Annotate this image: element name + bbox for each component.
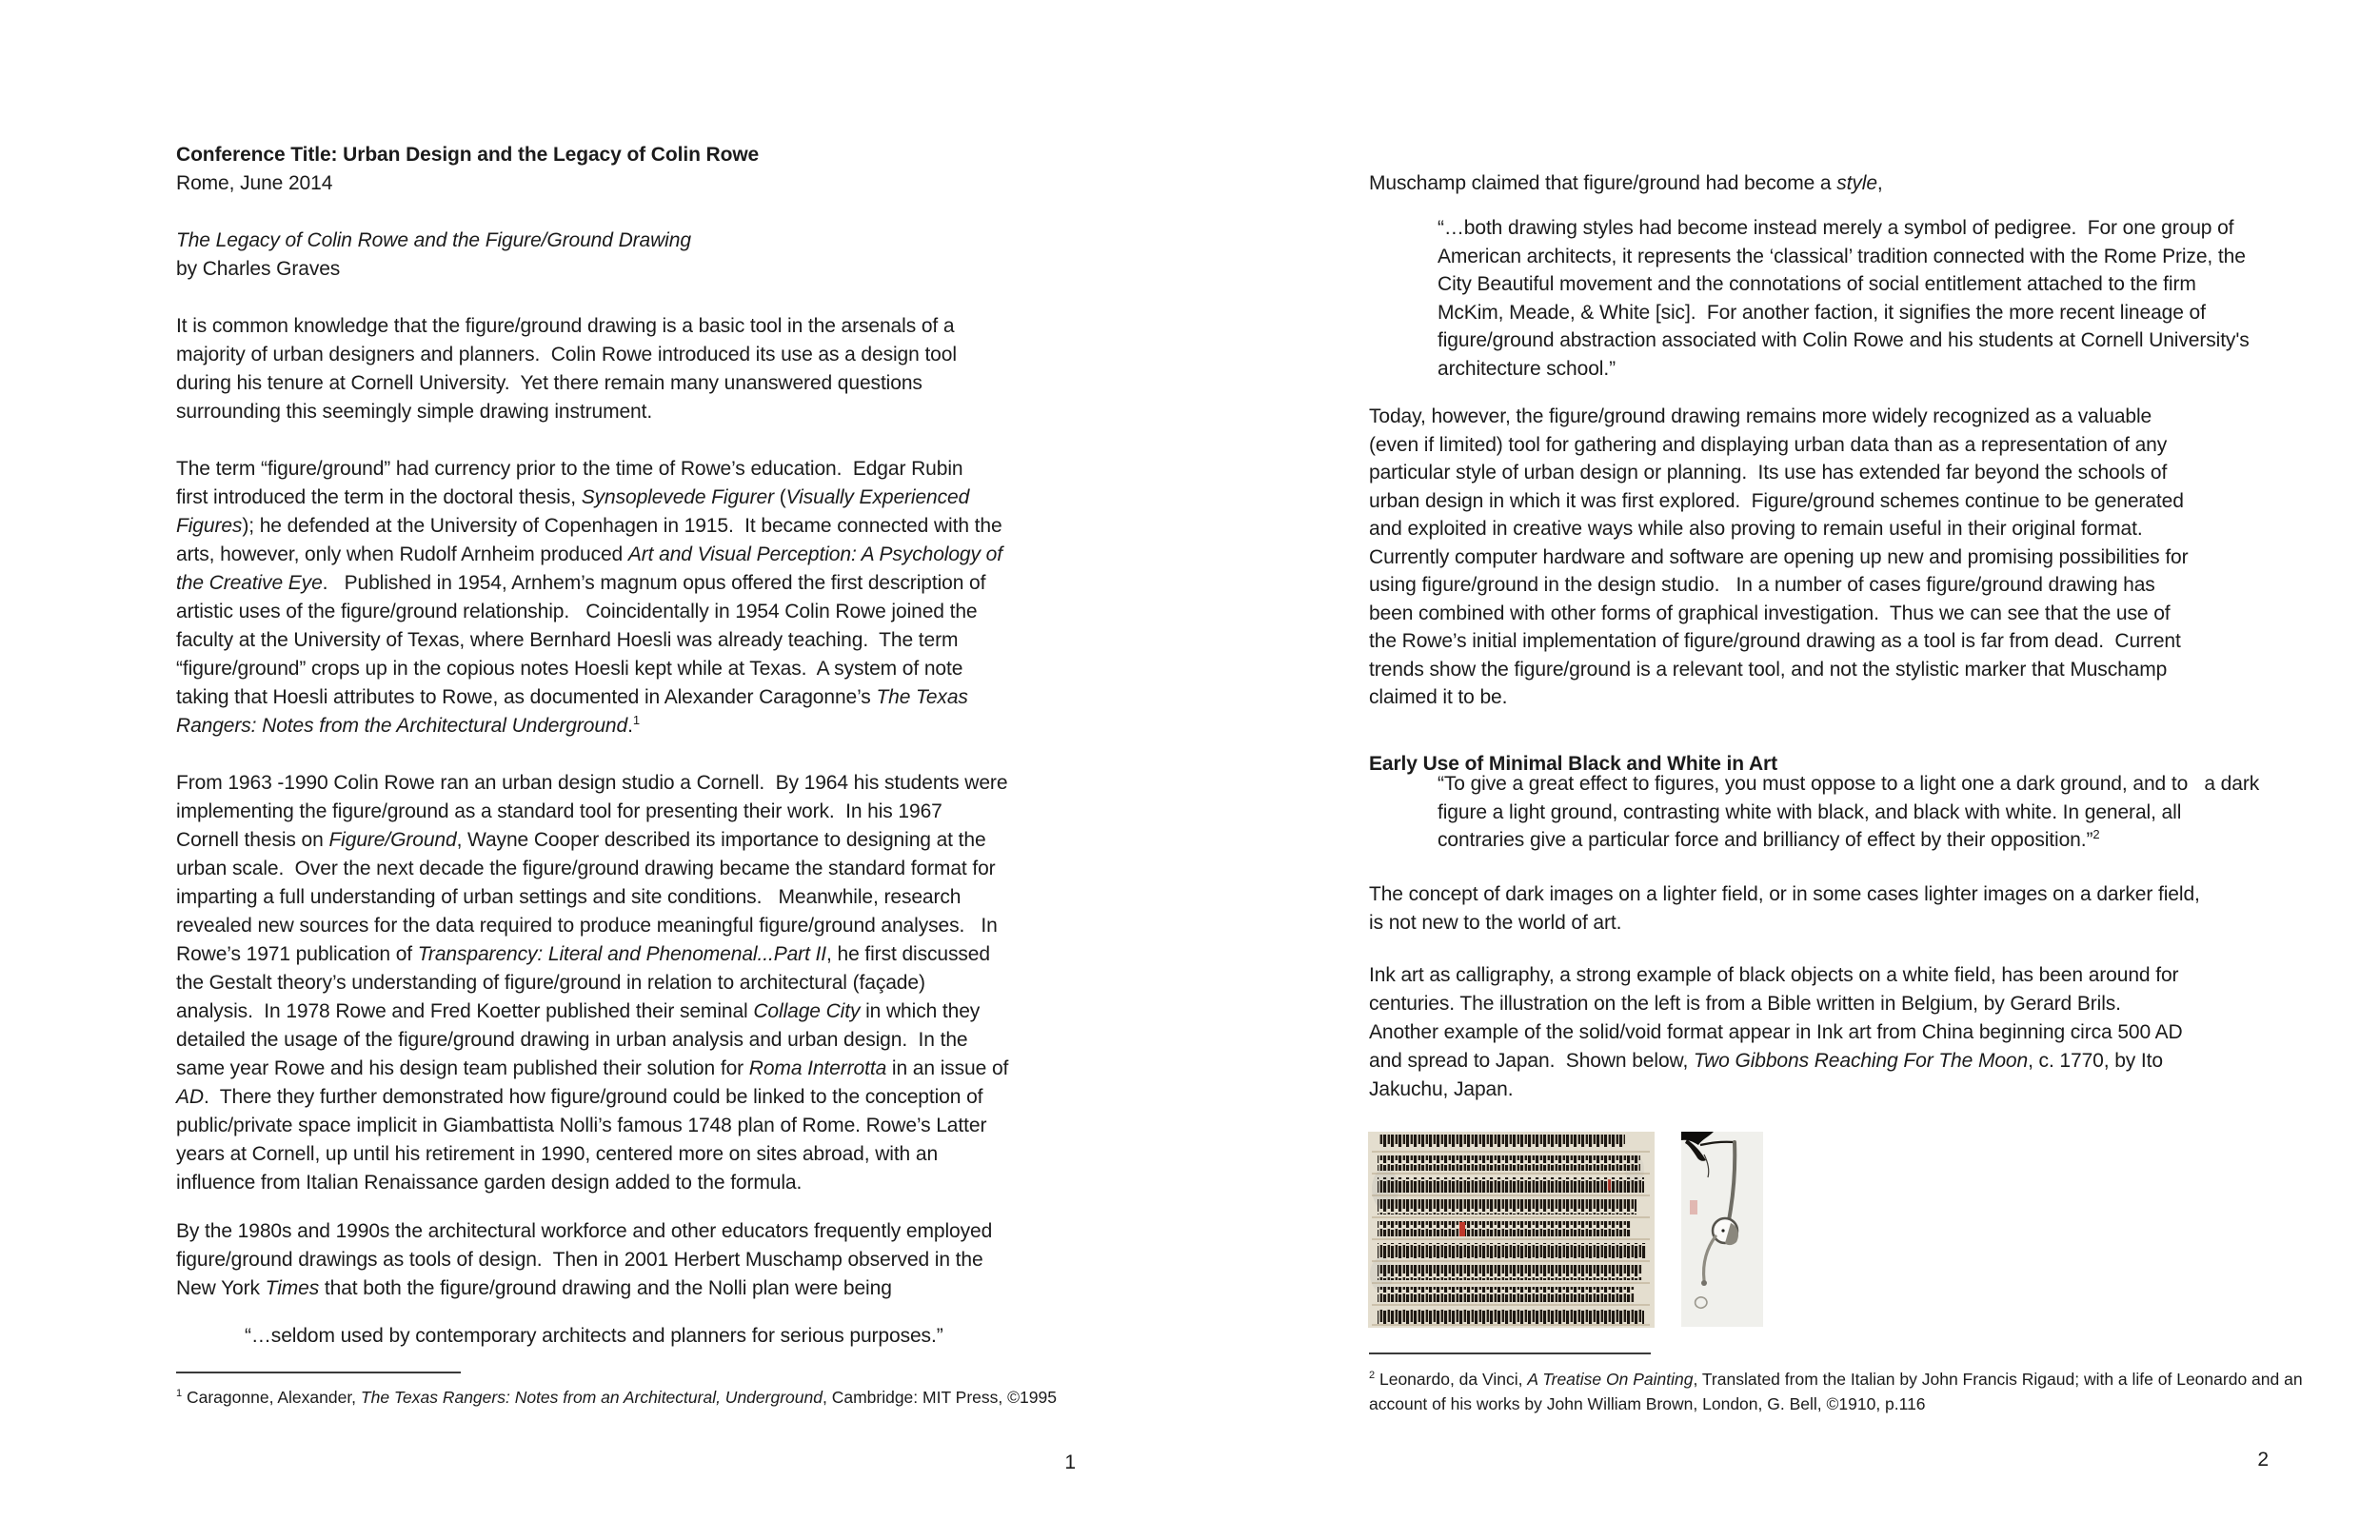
text-line: (even if limited) tool for gathering and displaying urban data than as a representation of any <box>1369 433 2168 456</box>
text-line: centuries. The illustration on the left is from a Bible written in Belgium, by Gerard Brils. <box>1369 993 2121 1015</box>
page-number-text: 1 <box>1064 1451 1076 1473</box>
text-line: The Legacy of Colin Rowe and the Figure/Ground Drawing <box>176 229 691 251</box>
gibbon-ink-figure <box>1681 1132 1763 1327</box>
text-line: City Beautiful movement and the connotations of social entitlement attached to the firm <box>1438 273 2196 295</box>
leonardo-quote <box>1369 770 2337 855</box>
paper-title-byline <box>176 227 1076 284</box>
text-line: Currently computer hardware and software are opening up new and promising possibilities for <box>1369 545 2189 568</box>
footnote-divider <box>176 1372 461 1373</box>
text-line: It is common knowledge that the figure/ground drawing is a basic tool in the arsenals of a <box>176 315 955 337</box>
text-line: Conference Title: Urban Design and the Legacy of Colin Rowe <box>176 144 760 166</box>
text-line: arts, however, only when Rudolf Arnheim produced Art and Visual Perception: A Psychology of <box>176 543 1002 565</box>
text-line: detailed the usage of the figure/ground drawing in urban analysis and urban design. In the <box>176 1029 968 1051</box>
text-line: architecture school.” <box>1438 357 1616 380</box>
footnote-divider <box>1369 1352 1651 1354</box>
text-line: account of his works by John William Brown, London, G. Bell, ©1910, p.116 <box>1369 1394 1926 1413</box>
text-line: figure/ground abstraction associated with Colin Rowe and his students at Cornell University's <box>1438 329 2250 351</box>
text-line: same year Rowe and his design team published their solution for Roma Interrotta in an issue of <box>176 1057 1009 1079</box>
text-line: figure a light ground, contrasting white with black, and black with white. In general, all <box>1438 800 2182 823</box>
text-line: the Creative Eye. Published in 1954, Arnhem’s magnum opus offered the first description of <box>176 572 986 594</box>
footnote-1 <box>176 1385 1090 1410</box>
text-line: influence from Italian Renaissance garden design added to the formula. <box>176 1172 803 1194</box>
text-line: Ink art as calligraphy, a strong example of black objects on a white field, has been around for <box>1369 964 2179 986</box>
text-line: and spread to Japan. Shown below, Two Gibbons Reaching For The Moon, c. 1770, by Ito <box>1369 1050 2163 1072</box>
text-line: revealed new sources for the data required to produce meaningful figure/ground analyses. In <box>176 915 998 937</box>
text-line: implementing the figure/ground as a standard tool for presenting their work. In his 1967 <box>176 800 942 822</box>
text-line: Rome, June 2014 <box>176 172 333 194</box>
text-line: New York Times that both the figure/ground drawing and the Nolli plan were being <box>176 1277 892 1299</box>
lead-line <box>1369 169 2269 198</box>
text-line: artistic uses of the figure/ground relationship. Coincidentally in 1954 Colin Rowe joined the <box>176 601 978 622</box>
text-line: Jakuchu, Japan. <box>1369 1078 1514 1100</box>
text-line: claimed it to be. <box>1369 686 1508 708</box>
rubric-mark <box>1459 1222 1465 1236</box>
text-line: Muschamp claimed that figure/ground had become a style, <box>1369 172 1883 194</box>
text-line: analysis. In 1978 Rowe and Fred Koetter published their seminal Collage City in which they <box>176 1000 981 1022</box>
text-line: “…seldom used by contemporary architects and planners for serious purposes.” <box>245 1325 943 1347</box>
footnote-2 <box>1369 1367 2303 1416</box>
text-line: AD. There they further demonstrated how figure/ground could be linked to the conception of <box>176 1086 983 1108</box>
pull-quote <box>176 1322 1144 1351</box>
page-number-text: 2 <box>2257 1449 2269 1471</box>
text-line: American architects, it represents the ‘classical’ tradition connected with the Rome Prize, the <box>1438 245 2246 267</box>
conference-title-block <box>176 141 1076 198</box>
text-line: faculty at the University of Texas, where Bernhard Hoesli was already teaching. The term <box>176 629 959 651</box>
text-line: and exploited in creative ways while also proving to remain useful in their original format. <box>1369 518 2143 540</box>
text-line: first introduced the term in the doctoral thesis, Synsoplevede Figurer (Visually Experienced <box>176 486 970 508</box>
text-line: The concept of dark images on a lighter field, or in some cases lighter images on a darker field, <box>1369 883 2200 905</box>
text-line: Rangers: Notes from the Architectural Underground.$^1$ <box>176 713 640 737</box>
figure-row <box>1368 1132 1763 1328</box>
text-line: Figures); he defended at the University of Copenhagen in 1915. It became connected with the <box>176 515 1002 537</box>
text-line: $^2$ Leonardo, da Vinci, A Treatise On Painting, Translated from the Italian by John Francis Rigaud; with a life of Leonardo and an <box>1369 1370 2303 1389</box>
text-line: during his tenure at Cornell University. Yet there remain many unanswered questions <box>176 372 922 394</box>
text-line: Early Use of Minimal Black and White in Art <box>1369 753 1778 775</box>
text-line: Today, however, the figure/ground drawing remains more widely recognized as a valuable <box>1369 405 2152 427</box>
text-line: By the 1980s and 1990s the architectural workforce and other educators frequently employed <box>176 1220 993 1242</box>
paragraph-intro <box>176 312 1076 426</box>
text-line: surrounding this seemingly simple drawing instrument. <box>176 401 653 423</box>
text-line: by Charles Graves <box>176 258 341 280</box>
paragraph-cornell-studio <box>176 769 1076 1197</box>
page-number-1 <box>176 1449 1076 1477</box>
paragraph-ink-art <box>1369 961 2269 1104</box>
text-line: been combined with other forms of graphical investigation. Thus we can see that the use of <box>1369 602 2171 624</box>
text-line: particular style of urban design or planning. Its use has extended far beyond the schools of <box>1369 462 2168 484</box>
paragraph-concept <box>1369 880 2269 938</box>
text-line: McKim, Meade, & White [sic]. For another faction, it signifies the more recent lineage of <box>1438 301 2206 324</box>
text-line: using figure/ground in the design studio. In a number of cases figure/ground drawing has <box>1369 574 2155 596</box>
paragraph-muschamp-intro <box>176 1217 1076 1303</box>
text-line: From 1963 -1990 Colin Rowe ran an urban design studio a Cornell. By 1964 his students were <box>176 772 1008 794</box>
text-line: the Rowe’s initial implementation of figure/ground drawing as a tool is far from dead. Current <box>1369 630 2181 652</box>
text-line: majority of urban designers and planners. Colin Rowe introduced its use as a design tool <box>176 344 957 365</box>
text-line: “…both drawing styles had become instead merely a symbol of pedigree. For one group of <box>1438 217 2234 239</box>
text-line: urban design in which it was first explored. Figure/ground schemes continue to be generated <box>1369 489 2184 512</box>
bible-manuscript-figure <box>1368 1132 1655 1328</box>
muschamp-block-quote <box>1369 214 2337 383</box>
text-line: trends show the figure/ground is a relevant tool, and not the stylistic marker that Muschamp <box>1369 658 2168 681</box>
page-number-2 <box>1369 1446 2269 1474</box>
text-line: Another example of the solid/void format appear in Ink art from China beginning circa 500 AD <box>1369 1021 2183 1043</box>
text-line: public/private space implicit in Giambattista Nolli’s famous 1748 plan of Rome. Rowe’s Latter <box>176 1115 987 1136</box>
text-line: urban scale. Over the next decade the figure/ground drawing became the standard format for <box>176 858 996 879</box>
text-line: contraries give a particular force and brilliancy of effect by their opposition.”$^2$ <box>1438 827 2100 851</box>
text-line: Rowe’s 1971 publication of Transparency: Literal and Phenomenal...Part II, he first discussed <box>176 943 990 965</box>
text-line: Cornell thesis on Figure/Ground, Wayne Cooper described its importance to designing at the <box>176 829 986 851</box>
text-line: is not new to the world of art. <box>1369 912 1622 934</box>
text-line: $^1$ Caragonne, Alexander, The Texas Rangers: Notes from an Architectural, Underground, Cambridge: MIT Press, ©1995 <box>176 1388 1057 1407</box>
text-line: taking that Hoesli attributes to Rowe, as documented in Alexander Caragonne’s The Texas <box>176 686 968 708</box>
text-line: “To give a great effect to figures, you must oppose to a light one a dark ground, and to a dark <box>1438 773 2260 795</box>
paragraph-term-history <box>176 455 1076 740</box>
text-line: “figure/ground” crops up in the copious notes Hoesli kept while at Texas. A system of note <box>176 658 963 680</box>
text-line: the Gestalt theory’s understanding of figure/ground in relation to architectural (façade) <box>176 972 925 994</box>
seal-stamp <box>1690 1200 1697 1214</box>
text-line: imparting a full understanding of urban settings and site conditions. Meanwhile, research <box>176 886 962 908</box>
text-line: The term “figure/ground” had currency prior to the time of Rowe’s education. Edgar Rubin <box>176 458 963 480</box>
text-line: years at Cornell, up until his retirement in 1990, centered more on sites abroad, with an <box>176 1143 939 1165</box>
paragraph-today <box>1369 403 2269 712</box>
text-line: figure/ground drawings as tools of design. Then in 2001 Herbert Muschamp observed in the <box>176 1249 983 1271</box>
